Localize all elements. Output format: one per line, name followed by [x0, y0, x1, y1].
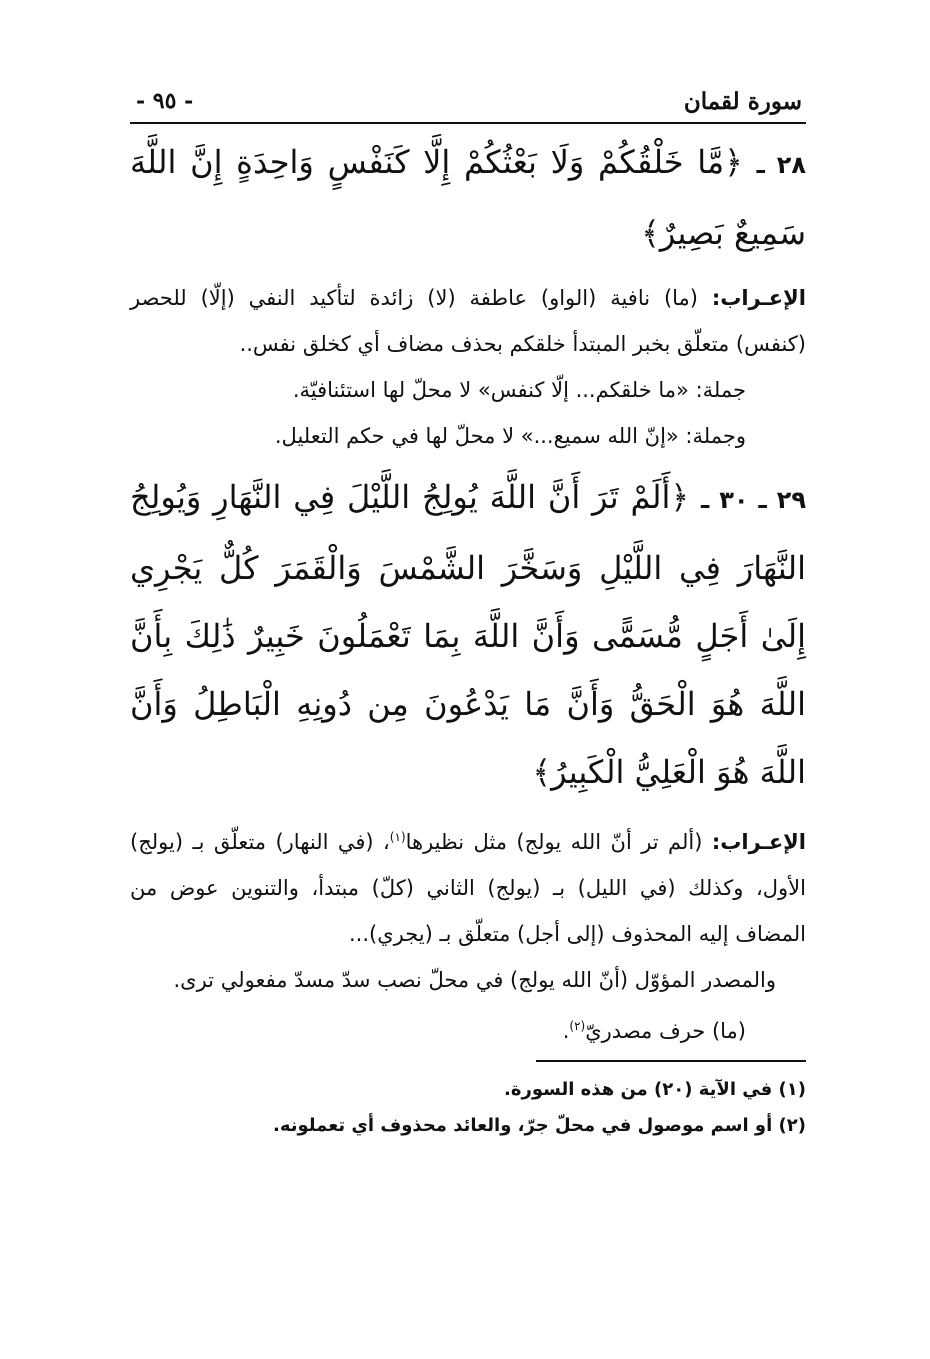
- footnote-ref: (١): [389, 830, 406, 844]
- irab-paragraph: [130, 814, 806, 957]
- verse-text: ﴿مَّا خَلْقُكُمْ وَلَا بَعْثُكُمْ إِلَّا كَنَفْسٍ وَاحِدَةٍ إِنَّ اللَّهَ سَمِيعٌ بَصِيرٌ﴾: [130, 143, 806, 252]
- footnote: (٢) أو اسم موصول في محلّ جرّ، والعائد محذوف أي تعملونه.: [273, 1115, 806, 1136]
- verse-number: ٢٨ ـ: [756, 151, 807, 179]
- page-header: [130, 80, 806, 124]
- sentence-note: وجملة: «إنّ الله سميع...» لا محلّ لها في حكم التعليل.: [274, 424, 746, 448]
- page-number: - ٩٥ -: [136, 88, 194, 114]
- verse-text: ﴿أَلَمْ تَرَ أَنَّ اللَّهَ يُولِجُ اللَّيْلَ فِي النَّهَارِ وَيُولِجُ النَّهَارَ فِي اللَّيْلِ وَسَخَّرَ الشَّمْسَ وَالْقَمَرَ كُلٌّ يَجْرِي إِلَىٰ أَجَلٍ مُّسَمًّى وَأَنَّ اللَّهَ بِمَا تَعْمَلُونَ خَبِيرٌ ذَٰلِكَ بِأَنَّ اللَّهَ هُوَ الْحَقُّ وَأَنَّ مَا يَدْعُونَ مِن دُونِهِ الْبَاطِلُ وَأَنَّ اللَّهَ هُوَ الْعَلِيُّ الْكَبِيرُ﴾: [130, 478, 806, 791]
- sentence-note: جملة: «ما خلقكم... إلّا كنفس» لا محلّ لها استئنافيّة.: [292, 378, 746, 402]
- irab-paragraph: [130, 275, 806, 367]
- irab-text: (ما) نافية (الواو) عاطفة (لا) زائدة لتأكيد النفي (إلّا) للحصر (كنفس) متعلّق بخبر المبتدأ خلقكم بحذف مضاف أي كخلق نفس..: [130, 286, 806, 356]
- footnote-ref: (٢): [569, 1019, 586, 1033]
- sentence-note: [130, 1003, 806, 1054]
- surah-title: سورة لقمان: [683, 87, 802, 115]
- irab-paragraph: والمصدر المؤوّل (أنّ الله يولج) في محلّ نصب سدّ مسدّ مفعولي ترى.: [173, 968, 776, 992]
- verse-number: ٢٩ ـ ٣٠ ـ: [700, 486, 807, 514]
- note-text: (ما) حرف مصدريّ: [585, 1019, 746, 1043]
- verse-28: [130, 128, 806, 267]
- verse-29-30: [130, 463, 806, 806]
- note-end: .: [562, 1019, 570, 1043]
- footnote-divider: [536, 1060, 806, 1062]
- page: [130, 80, 806, 1144]
- footnote: (١) في الآية (٢٠) من هذه السورة.: [504, 1079, 806, 1100]
- irab-text: (ألم تر أنّ الله يولج) مثل نظيرها: [405, 830, 703, 854]
- irab-label: الإعـراب:: [711, 830, 806, 854]
- irab-label: الإعـراب:: [711, 286, 806, 310]
- irab-text: ، (في النهار) متعلّق بـ (يولج) الأول، وكذلك (في الليل) بـ (يولج) الثاني (كلّ) مبتدأ، والتنوين عوض من المضاف إليه المحذوف (إلى أجل) متعلّق بـ (يجري)...: [130, 830, 806, 946]
